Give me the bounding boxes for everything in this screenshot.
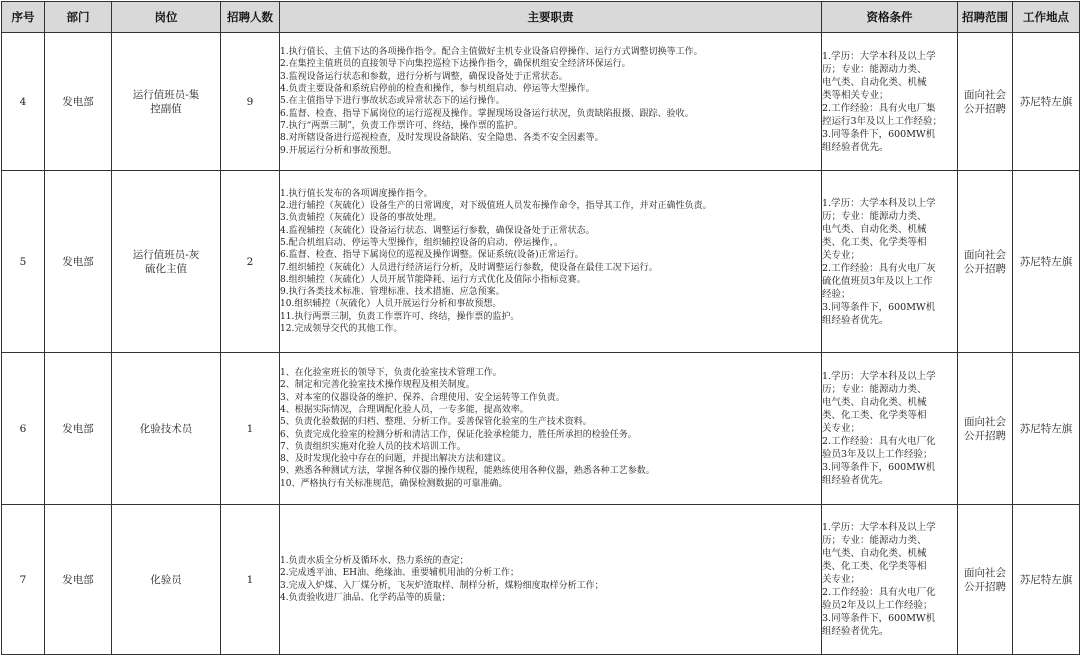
qual-line: 类、化工类、化学类等相 xyxy=(822,236,927,248)
duty-item: 3.完成入炉煤、入厂煤分析，飞灰炉渣取样、制样分析，煤粉细度取样分析工作； xyxy=(280,580,604,591)
qual-line: 控运行3年及以上工作经验； xyxy=(822,115,943,127)
qual-line: 类等相关专业； xyxy=(822,89,889,101)
row-scope xyxy=(958,171,1013,353)
row-post xyxy=(112,33,221,171)
row-seq: 5 xyxy=(2,171,45,353)
row-post xyxy=(112,353,221,505)
qual-line: 历；专业：能源动力类、 xyxy=(822,384,927,395)
header-scope: 招聘范围 xyxy=(958,2,1013,33)
qual-line: 硫化值班员3年及以上工作 xyxy=(822,275,933,287)
row-qualifications xyxy=(822,505,958,655)
header-post: 岗位 xyxy=(112,2,221,33)
recruitment-table xyxy=(1,1,1080,655)
row-location: 苏尼特左旗 xyxy=(1013,353,1080,505)
duty-item: 7.执行“两票三制”，负责工作票许可、终结，操作票的监护。 xyxy=(280,120,523,131)
table-row xyxy=(2,353,1080,505)
qual-line: 1.学历：大学本科及以上学 xyxy=(822,197,936,209)
duty-item: 9.执行各类技术标准、管理标准、技术措施、应急预案。 xyxy=(280,287,505,298)
qual-line: 历；专业：能源动力类、 xyxy=(822,63,927,75)
row-qualifications xyxy=(822,171,958,353)
qual-line: 1.学历：大学本科及以上学 xyxy=(822,50,936,62)
duty-item: 5.配合机组启动、停运等大型操作，组织辅控设备的启动、停运操作，。 xyxy=(280,237,564,248)
row-post xyxy=(112,505,221,655)
row-seq: 4 xyxy=(2,33,45,171)
qual-line: 验员2年及以上工作经验； xyxy=(822,600,933,611)
qual-line: 电气类、自动化类、机械 xyxy=(822,397,927,408)
duty-item: 7、负责组织实施对化验人员的技术培训工作。 xyxy=(280,441,466,452)
row-post xyxy=(112,171,221,353)
post-line: 硫化主值 xyxy=(145,262,187,275)
qual-line: 2.工作经验：具有火电厂集 xyxy=(822,102,936,114)
qual-line: 类、化工类、化学类等相 xyxy=(822,561,927,572)
duty-item: 8.组织辅控（灰硫化）人员开展节能降耗、运行方式优化及值际小指标竞赛。 xyxy=(280,274,586,285)
duty-item: 12.完成领导交代的其他工作。 xyxy=(280,323,403,334)
row-dept: 发电部 xyxy=(45,505,112,655)
scope-line: 面向社会 xyxy=(964,88,1006,101)
row-location: 苏尼特左旗 xyxy=(1013,171,1080,353)
duty-item: 2、制定和完善化验室技术操作规程及相关制度。 xyxy=(280,380,475,391)
duty-item: 4.监视辅控（灰硫化）设备运行状态、调整运行参数，确保设备处于正常状态。 xyxy=(280,225,595,236)
duty-item: 10、严格执行有关标准规范，确保检测数据的可靠准确。 xyxy=(280,478,508,489)
row-scope xyxy=(958,33,1013,171)
header-qualifications: 资格条件 xyxy=(822,2,958,33)
row-qualifications xyxy=(822,353,958,505)
table-row xyxy=(2,33,1080,171)
qual-line: 2.工作经验：具有火电厂灰 xyxy=(822,262,936,274)
row-dept: 发电部 xyxy=(45,33,112,171)
duty-item: 4.负责主要设备和系统启停前的检查和操作，参与机组启动、停运等大型操作。 xyxy=(280,84,595,95)
header-location: 工作地点 xyxy=(1013,2,1080,33)
duty-item: 9.开展运行分析和事故预想。 xyxy=(280,145,397,156)
qual-line: 电气类、自动化类、机械 xyxy=(822,223,927,235)
duty-item: 3、对本室的仪器设备的维护、保养、合理使用、安全运转等工作负责。 xyxy=(280,392,565,403)
row-dept: 发电部 xyxy=(45,171,112,353)
row-scope xyxy=(958,505,1013,655)
qual-line: 组经验者优先。 xyxy=(822,141,889,153)
row-scope xyxy=(958,353,1013,505)
row-location: 苏尼特左旗 xyxy=(1013,33,1080,171)
post-line: 化验员 xyxy=(150,573,182,586)
qual-line: 电气类、自动化类、机械 xyxy=(822,548,927,559)
row-duties xyxy=(280,353,822,505)
duty-item: 6.监督、检查、指导下属岗位的巡视及操作调整。保证系统(设备)正常运行。 xyxy=(280,250,584,261)
qual-line: 3.同等条件下，600MW机 xyxy=(822,462,936,473)
scope-line: 公开招聘 xyxy=(964,429,1006,442)
table-row xyxy=(2,505,1080,655)
duty-item: 5.在主值指导下进行事故状态或异常状态下的运行操作。 xyxy=(280,96,505,107)
duty-item: 4、根据实际情况，合理调配化验人员，一专多能，提高效率。 xyxy=(280,404,529,415)
scope-line: 公开招聘 xyxy=(964,580,1006,593)
duty-item: 11.执行两票三制，负责工作票许可、终结，操作票的监护。 xyxy=(280,311,520,322)
duty-item: 3.监视设备运行状态和参数，进行分析与调整，确保设备处于正常状态。 xyxy=(280,71,568,82)
qual-line: 经验； xyxy=(822,288,851,300)
scope-line: 面向社会 xyxy=(964,248,1006,261)
qual-line: 1.学历：大学本科及以上学 xyxy=(822,371,936,382)
qual-line: 电气类、自动化类、机械 xyxy=(822,76,927,88)
duty-item: 1、在化验室班长的领导下，负责化验室技术管理工作。 xyxy=(280,368,502,379)
qual-line: 验员3年及以上工作经验； xyxy=(822,449,933,460)
qual-line: 组经验者优先。 xyxy=(822,314,889,326)
row-seq: 7 xyxy=(2,505,45,655)
row-count: 1 xyxy=(221,505,280,655)
scope-line: 面向社会 xyxy=(964,566,1006,579)
table-row xyxy=(2,171,1080,353)
header-row xyxy=(2,2,1080,33)
header-count: 招聘人数 xyxy=(221,2,280,33)
duty-item: 2.进行辅控（灰硫化）设备生产的日常调度，对下级值班人员发布操作命令，指导其工作，并对正确性负责。 xyxy=(280,201,712,212)
duty-item: 10.组织辅控（灰硫化）人员开展运行分析和事故预想。 xyxy=(280,299,502,310)
row-location: 苏尼特左旗 xyxy=(1013,505,1080,655)
row-count: 2 xyxy=(221,171,280,353)
duty-item: 9、熟悉各种测试方法，掌握各种仪器的操作规程，能熟练使用各种仪器，熟悉各种工艺参数。 xyxy=(280,466,655,477)
duty-item: 8、及时发现化验中存在的问题，并提出解决方法和建议。 xyxy=(280,454,511,465)
row-seq: 6 xyxy=(2,353,45,505)
duty-item: 3.负责辅控（灰硫化）设备的事故处理。 xyxy=(280,213,442,224)
qual-line: 2.工作经验：具有火电厂化 xyxy=(822,436,936,447)
duty-item: 8.对所辖设备进行巡视检查，及时发现设备缺陷、安全隐患、各类不安全因素等。 xyxy=(280,133,604,144)
duty-item: 2.完成透平油、EH油、绝缘油、重要辅机用油的分析工作； xyxy=(280,568,520,579)
qual-line: 关专业； xyxy=(822,249,861,261)
row-dept: 发电部 xyxy=(45,353,112,505)
row-count: 9 xyxy=(221,33,280,171)
header-dept: 部门 xyxy=(45,2,112,33)
row-qualifications xyxy=(822,33,958,171)
post-line: 化验技术员 xyxy=(139,422,193,435)
qual-line: 3.同等条件下，600MW机 xyxy=(822,613,936,624)
qual-line: 组经验者优先。 xyxy=(822,626,889,637)
qual-line: 3.同等条件下，600MW机 xyxy=(822,301,936,313)
duty-item: 1.执行值长发布的各项调度操作指令。 xyxy=(280,188,433,199)
row-duties xyxy=(280,505,822,655)
duty-item: 6、负责完成化验室的检测分析和清洁工作，保证化验承检能力，胜任所承担的检验任务。 xyxy=(280,429,637,440)
duty-item: 4.负责验收进厂油品、化学药品等的质量； xyxy=(280,592,451,603)
duty-item: 7.组织辅控（灰硫化）人员进行经济运行分析，及时调整运行参数，使设备在最佳工况下运行。 xyxy=(280,262,658,273)
qual-line: 关专业； xyxy=(822,574,861,585)
duty-item: 2.在集控主值班员的直接领导下向集控巡检下达操作指令，确保机组安全经济环保运行。 xyxy=(280,59,631,70)
duty-item: 5、负责化验数据的归档、整理、分析工作。妥善保管化验室的生产技术资料。 xyxy=(280,417,592,428)
post-line: 控副值 xyxy=(150,102,182,115)
duty-item: 6.监督、检查、指导下属岗位的运行巡视及操作。掌握现场设备运行状况，负责缺陷报摄、跟踪、验收。 xyxy=(280,108,694,119)
row-duties xyxy=(280,171,822,353)
scope-line: 面向社会 xyxy=(964,415,1006,428)
qual-line: 3.同等条件下，600MW机 xyxy=(822,128,936,140)
qual-line: 组经验者优先。 xyxy=(822,475,889,486)
qual-line: 类、化工类、化学类等相 xyxy=(822,410,927,421)
scope-line: 公开招聘 xyxy=(964,262,1006,275)
qual-line: 关专业； xyxy=(822,423,861,434)
qual-line: 1.学历：大学本科及以上学 xyxy=(822,522,936,533)
qual-line: 历；专业：能源动力类、 xyxy=(822,210,927,222)
row-duties xyxy=(280,33,822,171)
post-line: 运行值班员-集 xyxy=(132,88,200,101)
header-seq: 序号 xyxy=(2,2,45,33)
qual-line: 2.工作经验：具有火电厂化 xyxy=(822,587,936,598)
post-line: 运行值班员-灰 xyxy=(132,248,200,261)
duty-item: 1.负责水质全分析及循环水、热力系统的查定； xyxy=(280,555,469,566)
row-count: 1 xyxy=(221,353,280,505)
header-duties: 主要职责 xyxy=(280,2,822,33)
duty-item: 1.执行值长、主值下达的各项操作指令。配合主值做好主机专业设备启停操作、运行方式调整切换等工作。 xyxy=(280,47,703,58)
qual-line: 历；专业：能源动力类、 xyxy=(822,535,927,546)
scope-line: 公开招聘 xyxy=(964,102,1006,115)
